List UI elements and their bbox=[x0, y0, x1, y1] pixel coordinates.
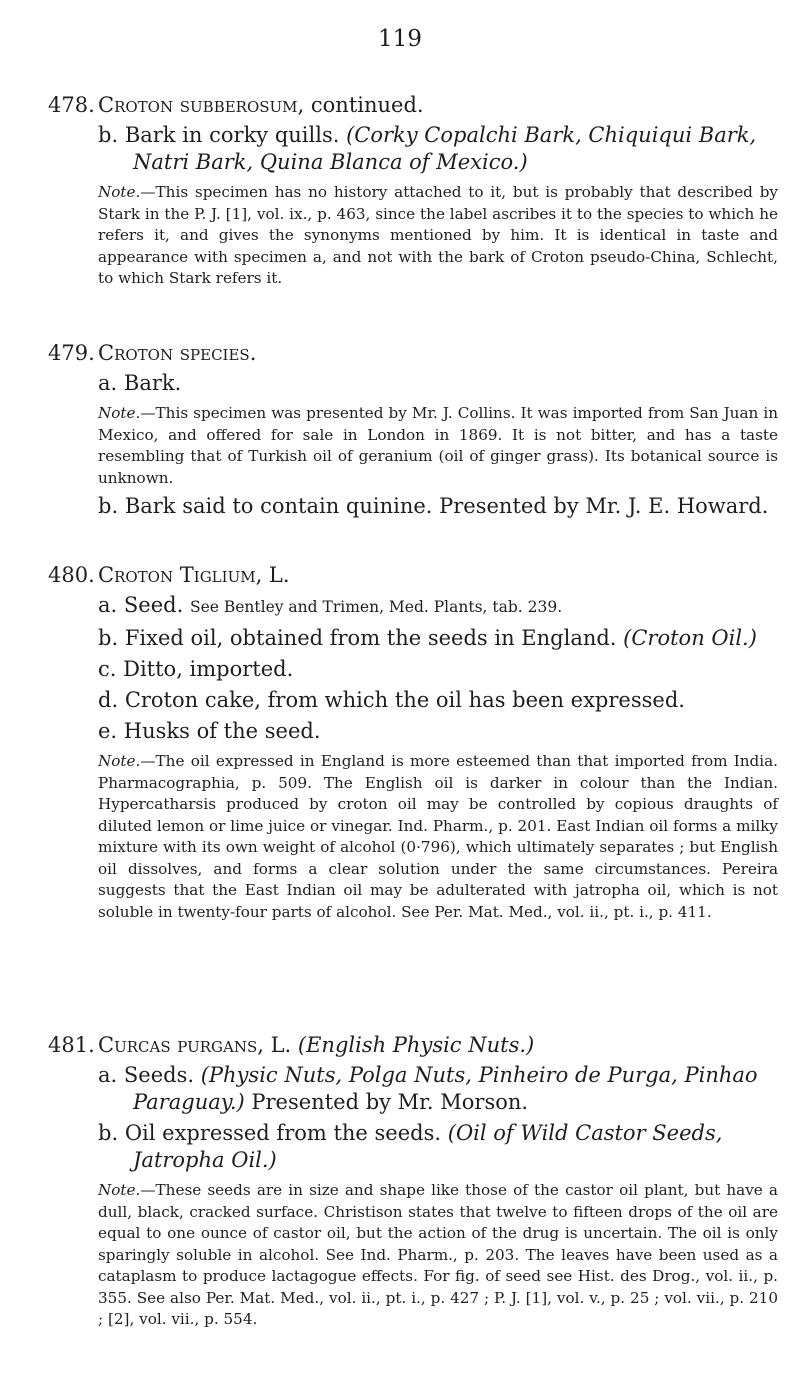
item-letter: b. bbox=[98, 1121, 119, 1145]
item-letter: b. bbox=[98, 494, 119, 518]
note-text: —These seeds are in size and shape like those of the castor oil plant, but have a dull, black, cracked surface. Christison states that twelve to fifteen drops of the oil are equal to one ounce of castor oil, but the action of the drug is uncertain. The oil is only sparingly soluble in alcohol. See Ind. Pharm., p. 203. The leaves have been used as a cataplasm to produce lactagogue effects. For fig. of seed see Hist. des Drog., vol. ii., p. 355. See also Per. Mat. Med., vol. ii., pt. i., p. 427 ; P. J. [1], vol. v., p. 25 ; vol. vii., p. 210 ; [2], vol. vii., p. 554. bbox=[98, 1181, 778, 1328]
item-text: Seed. bbox=[123, 593, 184, 617]
item-text: Seeds. bbox=[123, 1063, 195, 1087]
entry-number: 481. bbox=[48, 1033, 95, 1057]
entry-479 bbox=[48, 340, 778, 520]
entry-number: 479. bbox=[48, 341, 95, 365]
item-text: Bark. bbox=[123, 371, 182, 395]
item-a bbox=[98, 1062, 778, 1116]
note bbox=[98, 751, 778, 923]
page-number: 119 bbox=[378, 26, 422, 52]
entry-title-synonym: (English Physic Nuts.) bbox=[291, 1033, 535, 1057]
item-synonyms: (Physic Nuts, Polga Nuts, Pinheiro de Purga, Pinhao Paraguay.) bbox=[133, 1063, 758, 1114]
note-label: Note. bbox=[98, 1181, 141, 1199]
item-synonyms: (Corky Copalchi Bark, Chiquiqui Bark, Natri Bark, Quina Blanca of Mexico.) bbox=[133, 123, 757, 174]
item-e bbox=[98, 718, 778, 745]
entry-480 bbox=[48, 562, 778, 923]
item-b bbox=[98, 493, 778, 520]
entry-title: Curcas purgans, L. bbox=[98, 1033, 292, 1057]
item-letter: b. bbox=[98, 123, 119, 147]
item-c bbox=[98, 656, 778, 683]
entry-478 bbox=[48, 92, 778, 290]
item-letter: c. bbox=[98, 657, 117, 681]
item-text: Bark in corky quills. bbox=[124, 123, 340, 147]
item-text: Husks of the seed. bbox=[123, 719, 321, 743]
entry-481 bbox=[48, 1032, 778, 1331]
item-a bbox=[98, 592, 778, 621]
item-reference: See Bentley and Trimen, Med. Plants, tab. 239. bbox=[189, 598, 563, 616]
item-letter: a. bbox=[98, 593, 118, 617]
entry-title: Croton subberosum, bbox=[98, 93, 305, 117]
item-synonyms: (Oil of Wild Castor Seeds, Jatropha Oil.) bbox=[133, 1121, 723, 1172]
item-b bbox=[98, 1120, 778, 1174]
note bbox=[98, 1180, 778, 1331]
entry-heading bbox=[48, 1032, 778, 1058]
note-text: —This specimen was presented by Mr. J. Collins. It was imported from San Juan in Mexico, and offered for sale in London in 1869. It is not bitter, and has a taste resembling that of Turkish oil of geranium (oil of ginger grass). Its botanical source is unknown. bbox=[98, 404, 778, 487]
item-text: Bark said to contain quinine. Presented by Mr. J. E. Howard. bbox=[124, 494, 769, 518]
note-label: Note. bbox=[98, 183, 141, 201]
entry-heading bbox=[48, 340, 778, 366]
item-letter: d. bbox=[98, 688, 119, 712]
item-b bbox=[98, 625, 778, 652]
entry-heading bbox=[48, 562, 778, 588]
item-letter: a. bbox=[98, 371, 118, 395]
note bbox=[98, 182, 778, 290]
item-text: Oil expressed from the seeds. bbox=[124, 1121, 442, 1145]
item-text: Croton cake, from which the oil has been expressed. bbox=[124, 688, 685, 712]
entry-title: Croton species. bbox=[98, 341, 257, 365]
item-text: Ditto, imported. bbox=[123, 657, 294, 681]
note-text: —This specimen has no history attached to it, but is probably that described by Stark in the P. J. [1], vol. ix., p. 463, since the label ascribes it to the species to which he refers it, and gives the synonyms mentioned by him. It is identical in taste and appearance with specimen a, and not with the bark of Croton pseudo-China, Schlecht, to which Stark refers it. bbox=[98, 183, 778, 287]
item-d bbox=[98, 687, 778, 714]
item-text: Fixed oil, obtained from the seeds in England. bbox=[124, 626, 617, 650]
item-synonyms: (Croton Oil.) bbox=[623, 626, 757, 650]
note-label: Note. bbox=[98, 404, 141, 422]
entry-number: 478. bbox=[48, 93, 95, 117]
item-letter: e. bbox=[98, 719, 118, 743]
item-letter: a. bbox=[98, 1063, 118, 1087]
note-text: —The oil expressed in England is more esteemed than that imported from India. Pharmacographia, p. 509. The English oil is darker in colour than the Indian. Hypercatharsis produced by croton oil may be controlled by copious draughts of diluted lemon or lime juice or vinegar. Ind. Pharm., p. 201. East Indian oil forms a milky mixture with its own weight of alcohol (0·796), which ultimately separates ; but English oil dissolves, and forms a clear solution under the same circumstances. Pereira suggests that the East Indian oil may be adulterated with jatropha oil, which is not soluble in twenty-four parts of alcohol. See Per. Mat. Med., vol. ii., pt. i., p. 411. bbox=[98, 752, 778, 921]
entry-title: Croton Tiglium, L. bbox=[98, 563, 290, 587]
item-presenter: Presented by Mr. Morson. bbox=[244, 1090, 529, 1114]
entry-heading bbox=[48, 92, 778, 118]
entry-number: 480. bbox=[48, 563, 95, 587]
item-a bbox=[98, 370, 778, 397]
note-label: Note. bbox=[98, 752, 141, 770]
item-letter: b. bbox=[98, 626, 119, 650]
note bbox=[98, 403, 778, 489]
item-b bbox=[98, 122, 778, 176]
entry-title-suffix: continued. bbox=[304, 93, 424, 117]
